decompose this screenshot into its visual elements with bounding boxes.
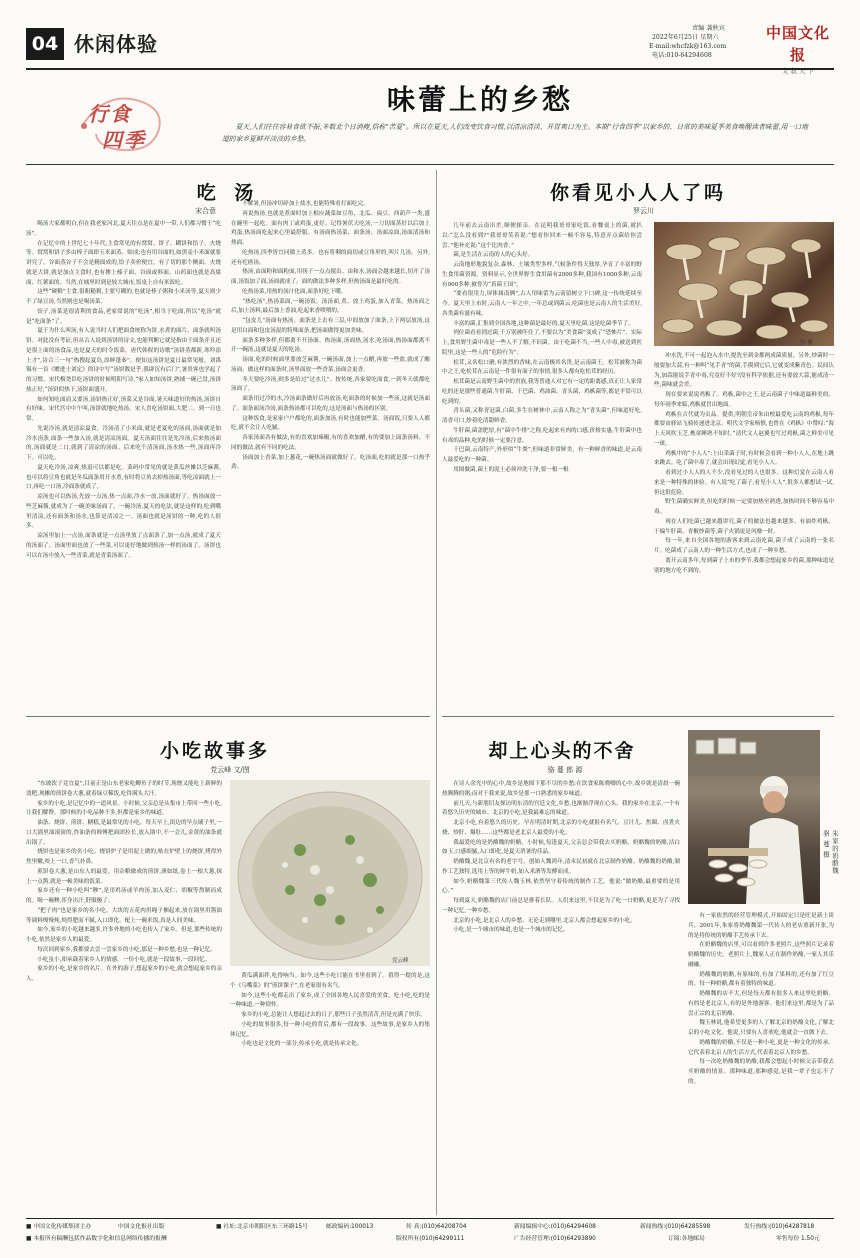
paragraph: 奶酪魏的奶酪,有原味的,有加了果料的,还有加了红豆的。每一种奶酪,都有着独特的味道。 xyxy=(688,971,834,988)
paragraph: 奶酪魏的店不大,但是每天都有很多人来这里吃奶酪。有的是老北京人,有的是外地游客。他们来这里,都是为了品尝正宗的北京奶酪。 xyxy=(688,991,834,1017)
intro-rule xyxy=(26,164,834,165)
footer-publisher: ■ 中国文化传媒集团主办 xyxy=(26,1224,92,1230)
page-header xyxy=(26,20,834,75)
footer-editor-tel: 新闻编辑中心:(010)64294608 xyxy=(514,1224,596,1230)
paragraph: 有一家依然的经营管理模式,开始固定只是旺是新上谈兵。2001年,朱家将奶酪魏第一代传人的老店重新开张,为的是将传统的奶酪手艺传承下去。 xyxy=(688,913,834,939)
article-body-col-1 xyxy=(442,780,680,1212)
paragraph: 面条多种多样,但都离不开汤面。热汤面,汤面热,汤水,吃汤面,热汤面都离不开一碗汤,这就是夏天的吃汤。 xyxy=(231,337,430,354)
paper-logo xyxy=(762,22,834,75)
paragraph: 面条用过冷的水,冷汤面条做好后再放汤,吃面条的时候加一些汤,这就是汤面了。面条面汤冷汤,面条热汤都可以吃的,这是汤面与热汤的区别。 xyxy=(231,396,430,412)
article-body-col-1 xyxy=(26,780,222,1212)
article-author: 罗云川 xyxy=(633,207,654,215)
editor-line: 责编 袭秋宾 xyxy=(692,25,725,32)
paragraph: 先说冷汤,就是清凉夏食。冷汤清了小米面,就是老夏吃的汤面,汤面就是加冷水卤条,面条一些加入汤,就是清凉汤面。夏天汤面往往是先冷汤,后来热汤面的,汤面就是二口,就到了清凉的汤面。后来吃个清汤面,汤水热一些,汤面再冷下。可以吃。 xyxy=(26,425,221,461)
article-author: 党云峰 xyxy=(210,766,232,774)
paragraph: 凉汤里加上一点汤,面条就是一点汤里放了点面条了,加一点汤,就成了夏天的汤面了。汤面里面也放了一些菜,可以更好地做到热汤一样的汤面了。汤饼也可以在汤中放入一些青菜,就是青菜汤面了。 xyxy=(26,533,221,559)
paragraph: 松茸,又名松口蘑,有浓烈的香味,在云南极其名贵,是云南菌王。松茸被称为菌中之王,吃松茸在云南是一件很有面子的事情,很多人都有吃松茸的经历。 xyxy=(442,359,642,376)
paragraph: 再说热汤,也就是煮面时加上相应蔬菜如豆角、北瓜、扁豆、西葫芦一类,盛在碗里一起吃。面有肉丁或鸡蛋,更好。记得暑伏天吃汤,一刀切面蒸好以后加上鸡蛋,热汤面吃起来心里最舒服。有汤面热汤菜、面条汤、汤面凉面,汤面清汤和热面。 xyxy=(231,210,430,246)
paragraph: 看到过小人人的人不少,没看见过的人也很多。这种幻觉在云南人看来是一种特殊的体验。有人说“吃了菌子,看见小人人”,很多人都想试一试,但这很危险。 xyxy=(654,470,834,496)
paragraph: 冬天要吃冷汤,则多是给过“过水儿”。按传统,各家要吃面食,一到冬天就都吃汤面了。 xyxy=(231,376,430,393)
noodle-photo xyxy=(230,780,430,966)
article-body-col-1 xyxy=(26,220,221,708)
paragraph: 家乡的小吃,是记忆中的一道风景。小时候,父亲总是从集市上带回一些小吃,让我们解馋。那时候的小吃品种不多,但都是家乡的味道。 xyxy=(26,800,222,817)
section-title: 休闲体验 xyxy=(74,32,158,56)
footer-address: ■ 社址:北京市朝阳区东三环路15号 xyxy=(216,1224,309,1230)
email-line: E-mail:whcfzk@163.com xyxy=(649,43,727,50)
paragraph: 这些“硬粮”主食,很粗糙粗,主要写糊的,也就是棒子粥和小米汤等,夏天则少不了绿豆汤,当然则也是喝汤菜。 xyxy=(26,289,221,305)
intro-text: 夏天,人们往往容易食欲不振,多数北个日消瘦,俗称“苦夏”。所以在夏天,人们改变饮食习惯,以清凉清淡、开胃爽口为主。本期“行食四季”以家乡的、日常的美味夏季美食唤醒读者味蕾,用一口地道的家乡夏鲜开淡淡的乡愁。 xyxy=(222,123,808,143)
paragraph: 魏玉林说,他希望更多的人了解北京的奶酪文化,了解北京的小吃文化。他说,只要有人喜欢吃,他就会一直做下去。 xyxy=(688,1020,834,1036)
article-author: 宋合意 xyxy=(195,207,216,215)
paragraph: 在记忆中的上世纪七十年代,主食常见的有窝窝、饼子、糊饼和饸子、火烧等。窝窝和饼子多由棒子面即玉米面蒸、贴成;也有用谷面的,如黑麦小米面就要讲究了。谷面蒸谷子不会是精面成的,饸子卖价便宜。有了切的那个侧面、火烧就是大饼,就是加点主食时,也有掺上榛子面、谷面或料面、山药面也就是高粱面、红薯面的。当然,在城里时到是较大城市,饭桌上自有米饭吃。 xyxy=(26,240,221,286)
article-title: 小吃故事多 xyxy=(159,740,270,762)
footer-zip: 邮政编码:100013 xyxy=(326,1224,374,1230)
paragraph: 每到夏天,奶酪魏的店门前总是排着长队。人们来这里,不仅是为了吃一口奶酪,更是为了寻找一种记忆,一种乡愁。 xyxy=(442,898,680,914)
article-body-col-2 xyxy=(654,352,834,708)
paragraph: 汤面,吃的时候面里要放芝麻酱,一碗汤面,加上一点醋,再放一些盐,就成了酸汤面。做这样的面条时,汤里面放一些香菜,汤面会更香。 xyxy=(231,357,430,373)
footer-ad-tel: 广告经营管理:(010)64293890 xyxy=(514,1236,596,1242)
paper-slogan: 文 叙 天 下 xyxy=(781,67,815,75)
article-author-block xyxy=(170,765,290,775)
paragraph: 煎饼卷大葱,是山东人的最爱。用杂粮做成的煎饼,薄如纸,卷上一根大葱,抹上一点酱,就是一顿美味的饭菜。 xyxy=(26,868,222,885)
paragraph: 松茸菌是云南野生菌中的贵族,我等普通人对它有一定的距离感,真正让人家常吃的还是那些普通菌,牛肝菌、干巴菌、鸡油菌、青头菌、鸡枞菌等,都是平常可以吃到的。 xyxy=(442,379,642,405)
column-divider xyxy=(436,170,437,1215)
paragraph: 这种饭食,是家家户户都吃的,面条加汤,有时也能加些菜。汤面饭,只要人人都吃,就不会让人吃腻。 xyxy=(231,415,430,432)
footer-news-tel: 新闻热线:(010)64285598 xyxy=(640,1224,711,1230)
middle-rule-left xyxy=(26,716,430,717)
paragraph: 如今,奶酪魏第三代传人魏玉林,依然坚守着传统的制作工艺。他说:“做奶酪,最重要的是用心。” xyxy=(442,878,680,895)
footer-price: 零售每份 1.50元 xyxy=(776,1236,820,1242)
paragraph: 汤面加上香菜,加上葱花,一碗热汤面就做好了。吃汤面,吃的就是那一口热乎劲。 xyxy=(231,454,430,471)
date-line: 2022年6月25日 星期六 xyxy=(652,34,719,41)
badge-line-2: 四季 xyxy=(102,128,146,152)
paragraph: 热汤,由面粉和面粉面,用筷子一点点搅出。由和水,汤面会越来越长,切开了汤面,汤饭加了面,汤面就成了。面的做法多种多样,但热汤面是最好吃的。 xyxy=(231,269,430,285)
paragraph: “热吃汤”,热汤菜面,一碗汤饭。汤汤面,煮、放上鸡蛋,加入青菜。热汤面之后,加上汤料,最后加上香油,吃起来香喷喷的。 xyxy=(231,298,430,315)
paragraph: 喝汤大家都明白,但在我老家河北,夏天往点是在夏中一带,人们都习惯于“吃汤”。 xyxy=(26,221,221,237)
paragraph: 如今,这些小吃都走出了家乡,成了全国各地人民喜爱的美食。吃小吃,吃的是一种味道,一种情怀。 xyxy=(230,992,430,1009)
mushroom-photo-credit: 骆 摄 xyxy=(800,340,813,346)
paragraph: 前几天,与新朋旧友探访明东清的宫廷文化,乡愁,也渐渐浮现在心头。我的家乡在北京,一个有着悠久历史的城市。北京的小吃,是我最难忘的味道。 xyxy=(442,800,680,817)
paragraph: 夏天吃冷汤,凉爽,热退可以都是吃。菜码中常见的就是黄瓜丝摊以芝麻酱,也可以将豆角也就是冬瓜面条用开水煮,有时将豆角去掉热汤面,等吃凉面就上一口,再吃一口汤,冷面条就成了。 xyxy=(26,464,221,491)
page-headline: 味蕾上的乡愁 xyxy=(386,83,573,116)
paragraph: 家乡的小吃,是家乡的名片。在外的游子,想起家乡的小吃,就会想起家乡的亲人。 xyxy=(26,966,222,982)
paragraph: 现在要来说说鸡枞了。鸡枞,菌中之王,是云南菌子中味道最鲜美的。每年雨季来临,鸡枞就冒出地面。 xyxy=(654,392,834,408)
article-body-col-2 xyxy=(230,972,430,1212)
paragraph: 凉汤也可以热汤,先放一点汤,热一点面,冷水一放,汤面就好了。热汤面放一些芝麻酱,就成为了一碗美味汤面了。一碗冷汤,夏天的吃法,就是这样的,吃到嘴里清凉,还有面条和汤水,也算是清凉之一。汤面也就是汤饼的一种,吃的人很多。 xyxy=(26,494,221,530)
article-body-col-1 xyxy=(442,222,642,708)
article-title: 吃 汤 xyxy=(196,182,260,204)
paragraph: 用图做菌,菌土的泥土必须冲洗干净,要一根一根 xyxy=(453,466,569,473)
footer-rights: 版权所有(010)64299111 xyxy=(396,1236,465,1242)
paragraph: 黄瓜满面拌,吃得响当。如今,这些小吃只能在书里看到了。值得一提的是,这个《乌嘴菜》的“煎饼馃子”,在老家很有名气。 xyxy=(230,973,430,989)
paragraph: 现在人们吃菌已越来越讲究,菌子的做法也越来越多。有油炸鸡枞、干煸牛肝菌、青椒炒菌等,菌子火锅更是风靡一时。 xyxy=(654,518,834,535)
paragraph: 吃热汤菜,用热的汤汁化面,面条好吃下嘴。 xyxy=(242,288,347,295)
mushroom-photo xyxy=(654,222,834,346)
paragraph: 小吃虽小,却承载着家乡人的情感。一份小吃,就是一段故事,一段回忆。 xyxy=(37,956,211,963)
middle-rule-right xyxy=(442,716,834,717)
paragraph: 几年前去云南出差,顺便探亲。在昆明我哥哥家吃饭,看餐桌上的菌,就扒以:“怎么没看到?”我哥哥笑着说:“想看你回来一顿不容易,特意弄点菌给你尝尝。”他补充说:“这个比肉香。” xyxy=(442,223,642,249)
cheese-maker-illustration xyxy=(688,730,820,904)
paragraph: 在奶酪魏的店里,可以看到许多老照片,这些照片记录着奶酪魏的历史。老照片上,魏家人正在制作奶酪,一家人其乐融融。 xyxy=(688,942,834,968)
paragraph: 每次回到家乡,我都要去尝一尝家乡的小吃,那是一种乡愁,也是一种记忆。 xyxy=(37,946,216,953)
paper-name: 中国文化报 xyxy=(765,24,830,64)
paragraph: 不解暑,但汤冲切碎加上盐水,也能特殊看打面吃完。 xyxy=(242,201,369,207)
paragraph: 我最爱吃的是奶酪魏的奶酪。小时候,每逢夏天,父亲总会带我去买奶酪。奶酪魏的奶酪,洁白如玉,口感细腻,入口即化,是夏天消暑的佳品。 xyxy=(442,839,680,856)
paragraph: 离开云南多年,每到菌子上市的季节,我都会想起家乡的菌,那种味道是别的地方吃不到的。 xyxy=(654,557,834,574)
paragraph: 丰富的菌,汇集到全国各地,这种菌是最好的,夏天里吃菌,这是吃菌季节了。 xyxy=(453,320,634,327)
paragraph: 鸡枞中的“小人人”:上山采菌子时,有时候会看到一种小人人,在地上跳来跳去。吃了菌中毒了,就会出现幻觉,看见小人人。 xyxy=(654,450,834,467)
article-body-col-2 xyxy=(688,912,834,1212)
paragraph: 家乡的小吃,总能让人想起过去的日子,那些日子虽然清苦,但是充满了快乐。 xyxy=(241,1012,426,1018)
paragraph: “把子肉”也是家乡的名小吃。大块的五花肉用绳子捆起来,放在锅里用酱油等调料慢慢炖,炖得肥而不腻,入口即化。配上一碗米饭,真是人间美味。 xyxy=(26,907,222,924)
noodle-photo-credit: 党云峰 xyxy=(392,958,409,964)
paragraph: 小吃也是文化的一部分,传承小吃,就是传承文化。 xyxy=(241,1041,363,1048)
paragraph: 奶酪魏的奶酪,不仅是一种小吃,更是一种文化的传承。它代表着北京人的生活方式,代表着北京人的乡愁。 xyxy=(688,1039,834,1056)
footer-issue-tel: 发行热线:(010)64287818 xyxy=(744,1224,815,1230)
cheese-maker-caption: 朱家的奶酪魏 骆 蔓 摄 xyxy=(822,830,839,875)
footer-publisher-2: 中国文化报社出版 xyxy=(118,1224,165,1230)
paragraph: 奶酪魏,是北京有名的老字号。创始人魏鸿年,清末民初就在北京制作奶酪。奶酪魏的奶酪,制作工艺独特,选用上等的鲜牛奶,加入米酒等发酵而成。 xyxy=(442,859,680,875)
paragraph: 云南地形地貌复杂,森林、土壤类型多样,气候条件得天独厚,孕育了丰富的野生食用菌资源。资料显示,全世界野生食用菌有2000多种,我国有1000多种,云南有900多种,被誉为“真菌王国”。 xyxy=(442,262,642,288)
article-title: 你看见小人人了吗 xyxy=(549,182,726,204)
column-badge xyxy=(74,86,170,158)
paragraph: 北京小吃,有着悠久的历史。早在明清时期,北京的小吃就很有名气。豆汁儿、焦圈、卤煮火烧、炒肝、爆肚……这些都是老北京人最爱的小吃。 xyxy=(442,820,680,836)
article-author: 骆 蔓 郎 源 xyxy=(547,766,583,774)
page-number: 04 xyxy=(26,28,64,60)
paragraph: 在诗人余光中的心中,故乡是地图下那不尽的乡愁;在饮食家陈晓卿的心中,故乡就是清晨一碗热腾腾的粥;而对于我来说,故乡是那一口熟悉的家乡味道。 xyxy=(442,781,680,797)
paragraph: 烧饼也是家乡的名小吃。烧饼炉子是用泥土做的,贴在炉壁上的烧饼,烤得外焦里嫩,咬上一口,香气扑鼻。 xyxy=(26,849,222,865)
noodle-illustration xyxy=(230,780,430,966)
paragraph: 鸡枞在古代就为贡品。提供,明朝皇帝朱由校最爱吃云南的鸡枞,每年都要由驿站飞骑传递进北京。明代文学家杨慎,也曾在《鸡枞》中赞叹:“海上天风吹玉芝,樵童睡熟不知时。”清代文人赵翼也写过鸡枞,菌之鲜美可见一斑。 xyxy=(654,411,834,447)
paragraph: 每一年,来自全国各地的游客来到云南吃菌,菌子成了云南的一张名片。吃菌成了云南人的一种生活方式,也成了一种乡愁。 xyxy=(654,538,834,554)
paragraph: 吃热汤,四季皆宜同做上蒸多。也有将剩的面切或豆角形的,叫片儿汤。另外,还有疙瘩汤。 xyxy=(231,249,430,266)
paragraph: 每一次吃奶酪魏的奶酪,我都会想起小时候父亲带我去买奶酪的情景。那种味道,那种感觉,是我一辈子也忘不了的。 xyxy=(688,1059,834,1085)
paragraph: “要看很用力,屏体属南俩”,古人用味蕾为云南留树立下口碑,这一传统延续至今。夏天里上市时,云南人一年之中,一年总或到菌云,吃菌也是云南人的生活美好,各类菌有滋有味。 xyxy=(442,291,642,317)
footer-note: ■ 本报所有稿酬包括作品数字化和信息网络传播的报酬 xyxy=(26,1236,167,1242)
paragraph: 如何知吃面而又要汤,汤饼热正好,汤菜又是谷面,暑天味道好的热汤,汤饼自有好味。宋代宫中中午叫,汤饼就地吃热汤。宋人喜吃汤饼面,大肥二。到一日也常。 xyxy=(26,396,221,422)
paragraph: 各家汤面各有做法,有的喜欢加辣椒,有的喜欢加醋,有的要加上面条汤料。不同的做法,就有不同的吃法。 xyxy=(231,435,430,451)
footer-fax: 传 真:(010)64208704 xyxy=(406,1224,467,1230)
cheese-maker-photo xyxy=(688,730,820,904)
paragraph: 菌,是生活在云南的人的心头好。 xyxy=(453,252,534,259)
paragraph: 列位菌看看到过菌,千万别被吓住了,不要以为“美食菌”变成了“恐怖片”。实际上,食用野生菌中毒是一些人不了解,不识菌。由于吃菌不当,一些人中毒,被送到医院里,这是一些人的“危险行为”。 xyxy=(442,330,642,356)
footer-order: 订阅:各地邮局 xyxy=(668,1236,705,1242)
article-title: 却上心头的不舍 xyxy=(488,740,636,762)
paragraph: 如今,家乡的小吃越来越多,许多外地的小吃也传入了家乡。但是,那些传统的小吃,依然是家乡人的最爱。 xyxy=(26,927,222,943)
header-rule xyxy=(26,68,834,70)
paragraph: 牛肝菌,菌盖肥厚,有“菌中牛排”之称,吃起来有肉的口感,价格实惠,牛肝菌中也有毒的品种,吃的时候一定要注意。 xyxy=(442,427,642,444)
paragraph: 夏于为什么叫汤,有人说当时人们把面食统称为饼,水煮的面片、面条就叫汤饼。对此没有考证,但从古人说到汤饼的诗文,也能判断它就是指由于面条并且还是很上面的汤食品,也是夏天的时令饭菜。唐代韩偓的诗歌“汤饼蒸都新,寒吟添上才”,诗合三一句“热搜起夏岛,添鲜蓬秦”。便知这汤饼是夏日最常见般。刘禹锡有一首《赠进士刘定》的诗中写“汤饼数是乎,我辟沉有后门”,暑贵客也学起了的习惯。宋代梅尧臣吃汤饼的时候明阳写诗,“家人如知汤饼,熟铺一碗已盘,汤饼热正好,“汤饼似热下,汤饼面盛开。 xyxy=(26,328,221,393)
paragraph: 小吃的故事很多,每一种小吃的背后,都有一段故事。这些故事,是家乡人的集体记忆。 xyxy=(230,1021,430,1038)
footer-rule xyxy=(26,1218,834,1219)
footer xyxy=(26,1222,834,1246)
paragraph: 北京的小吃,是北京人的乡愁。无论走到哪里,北京人都会想起家乡的小吃。 xyxy=(453,917,636,924)
article-body-col-2 xyxy=(231,200,430,708)
paragraph: 野生菌确实鲜美,但吃的时候一定要加热至熟透,加热时间不够容易中毒。 xyxy=(654,499,834,515)
header-info xyxy=(622,24,752,60)
paragraph: “包皮儿”汤面有热汤。面条是上去有三层,中间放加了面条,上下两层放汤,这是用白面和包皮汤混的特殊面条,把汤面做得更加美味。 xyxy=(231,318,430,334)
paragraph: 油条、烧饼、煎饼、糖糕,是最常见的小吃。每天早上,街边的早点铺子里,一口大锅里油滚滚的,炸油条的师傅把面团拉长,放入锅中,不一会儿,金黄的油条就出锅了。 xyxy=(26,820,222,846)
paragraph: 小吃,是一个城市的味道,也是一个城市的记忆。 xyxy=(453,927,569,934)
badge-line-1: 行食 xyxy=(88,102,132,126)
phone-line: 电话:010-64294608 xyxy=(652,52,712,59)
paragraph: 饺子,汤菜是很清利的食品,老家常说的“吃汤”,相当于吃面,所以“吃汤”就是“吃面条”了。 xyxy=(26,308,221,325)
paragraph: 干巴菌,云南特产,外形似“牛粪”,但味道非常鲜美。有一种鲜香的味道,是云南人最爱吃的一种菌。 xyxy=(442,447,642,463)
paragraph: “东坡饮子竟宜夏”,目前正是山东老家吃鲫鱼子的时节,现烧又能吃上新鲜的烫粑,现摊的煎饼卷大葱,就着绿豆稀饭,吃得满头大汗。 xyxy=(26,781,222,797)
paragraph: 青头菌,又称青冠菌,白菌,多生在树林中,云南人称之为“青头菌”,但味道好吃,清香可口,炒着吃清甜鲜香。 xyxy=(442,408,642,424)
article-author-suffix: 文/图 xyxy=(233,766,250,774)
paragraph: 冲水洗,不可一起泡入水中,提洗至到金都两成菌质量。另外,炒菌时一般要加大蒜,有一种叫“见手青”的菌,手摸到它后,它就变成紫青色。民间认为,加蒜能说手青中毒,究竟好不好?没有科学依据,还有要放大蒜,能成清一些,菌味就会差。 xyxy=(654,353,834,389)
mushroom-illustration xyxy=(654,222,834,346)
paragraph: 家乡还有一种小吃叫“糁”,是用鸡汤或羊肉汤,加入麦仁、胡椒等熬制而成的。喝一碗糁,浑身出汗,舒服极了。 xyxy=(26,888,222,904)
